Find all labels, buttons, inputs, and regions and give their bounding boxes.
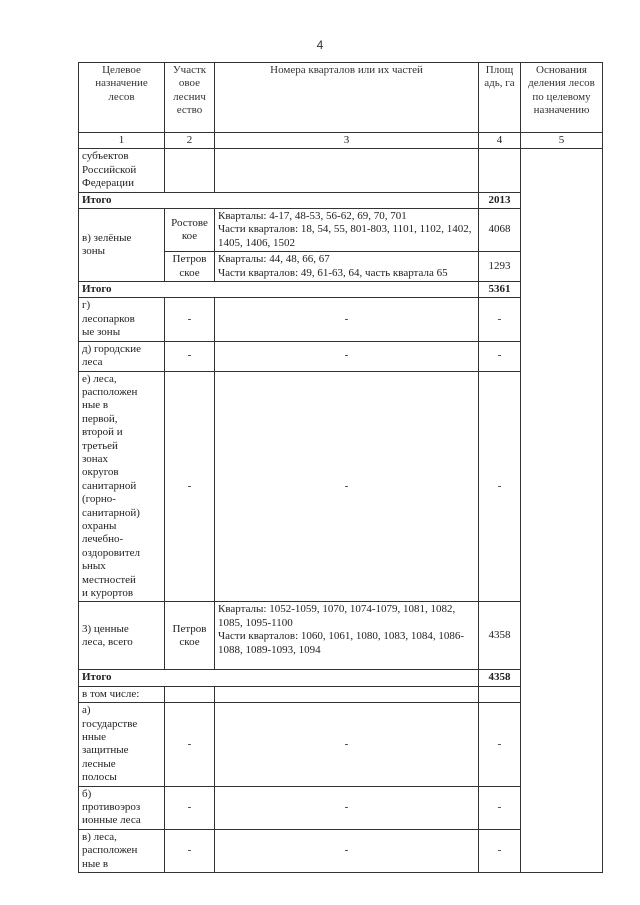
petrov-quarters: Кварталы: 44, 48, 66, 67 Части кварталов: 49, 61-63, 64, часть квартала 65: [215, 252, 479, 282]
colnum-1: 1: [79, 133, 165, 149]
colnum-4: 4: [479, 133, 521, 149]
header-basis: Основания деления лесов по целевому назначению: [521, 63, 603, 133]
sanitary-zones-label: е) леса, расположен ные в первой, второй и третьей зонах округов санитарной (горно- санитарной) охраны лечебно- оздоровител ьных местностей и курортов: [79, 371, 165, 602]
valuable-quarters: Кварталы: 1052-1059, 1070, 1074-1079, 1081, 1082, 1085, 1095-1100 Части кварталов: 1060, 1061, 1080, 1083, 1084, 1086-1088, 1089-1093, 1094: [215, 602, 479, 670]
dash: -: [479, 371, 521, 602]
dash: -: [165, 371, 215, 602]
column-numbers-row: [79, 133, 603, 149]
dash: -: [165, 298, 215, 341]
itogo-label: Итого: [79, 282, 479, 298]
basis-cell: [521, 149, 603, 873]
dash: -: [479, 786, 521, 829]
table-header-row: [79, 63, 603, 133]
city-forests-label: д) городские леса: [79, 341, 165, 371]
dash: -: [215, 786, 479, 829]
dash: -: [479, 829, 521, 872]
dash: -: [215, 829, 479, 872]
table-row: [79, 149, 603, 192]
petrov-area: 1293: [479, 252, 521, 282]
green-zones-label: в) зелёные зоны: [79, 209, 165, 282]
dash: -: [215, 371, 479, 602]
itogo-value: 2013: [479, 192, 521, 208]
petrov-forestry: Петров ское: [165, 252, 215, 282]
header-purpose: Целевое назначение лесов: [79, 63, 165, 133]
page-number: 4: [316, 38, 324, 52]
forest-table: [78, 62, 603, 873]
anti-erosion-label: б) противоэроз ионные леса: [79, 786, 165, 829]
colnum-5: 5: [521, 133, 603, 149]
state-belts-label: а) государстве нные защитные лесные полосы: [79, 703, 165, 786]
dash: -: [165, 829, 215, 872]
header-forestry: Участк овое леснич ество: [165, 63, 215, 133]
itogo-label: Итого: [79, 192, 479, 208]
including-label: в том числе:: [79, 686, 165, 702]
itogo-label: Итого: [79, 670, 479, 686]
header-area: Площ адь, га: [479, 63, 521, 133]
dash: -: [165, 341, 215, 371]
dash: -: [479, 298, 521, 341]
rostov-area: 4068: [479, 209, 521, 252]
dash: -: [479, 703, 521, 786]
dash: -: [215, 703, 479, 786]
forest-park-label: г) лесопарков ые зоны: [79, 298, 165, 341]
subjects-label: субъектов Российской Федерации: [79, 149, 165, 192]
dash: -: [479, 341, 521, 371]
colnum-3: 3: [215, 133, 479, 149]
valuable-forests-label: 3) ценные леса, всего: [79, 602, 165, 670]
rostov-quarters: Кварталы: 4-17, 48-53, 56-62, 69, 70, 701 Части кварталов: 18, 54, 55, 801-803, 1101, 1102, 1402, 1405, 1406, 1502: [215, 209, 479, 252]
rostov-forestry: Ростове кое: [165, 209, 215, 252]
valuable-area: 4358: [479, 602, 521, 670]
dash: -: [165, 703, 215, 786]
itogo-value: 5361: [479, 282, 521, 298]
dash: -: [215, 298, 479, 341]
dash: -: [215, 341, 479, 371]
header-quarters: Номера кварталов или их частей: [215, 63, 479, 133]
dash: -: [165, 786, 215, 829]
valuable-forestry: Петров ское: [165, 602, 215, 670]
itogo-value: 4358: [479, 670, 521, 686]
located-forests-label: в) леса, расположен ные в: [79, 829, 165, 872]
colnum-2: 2: [165, 133, 215, 149]
